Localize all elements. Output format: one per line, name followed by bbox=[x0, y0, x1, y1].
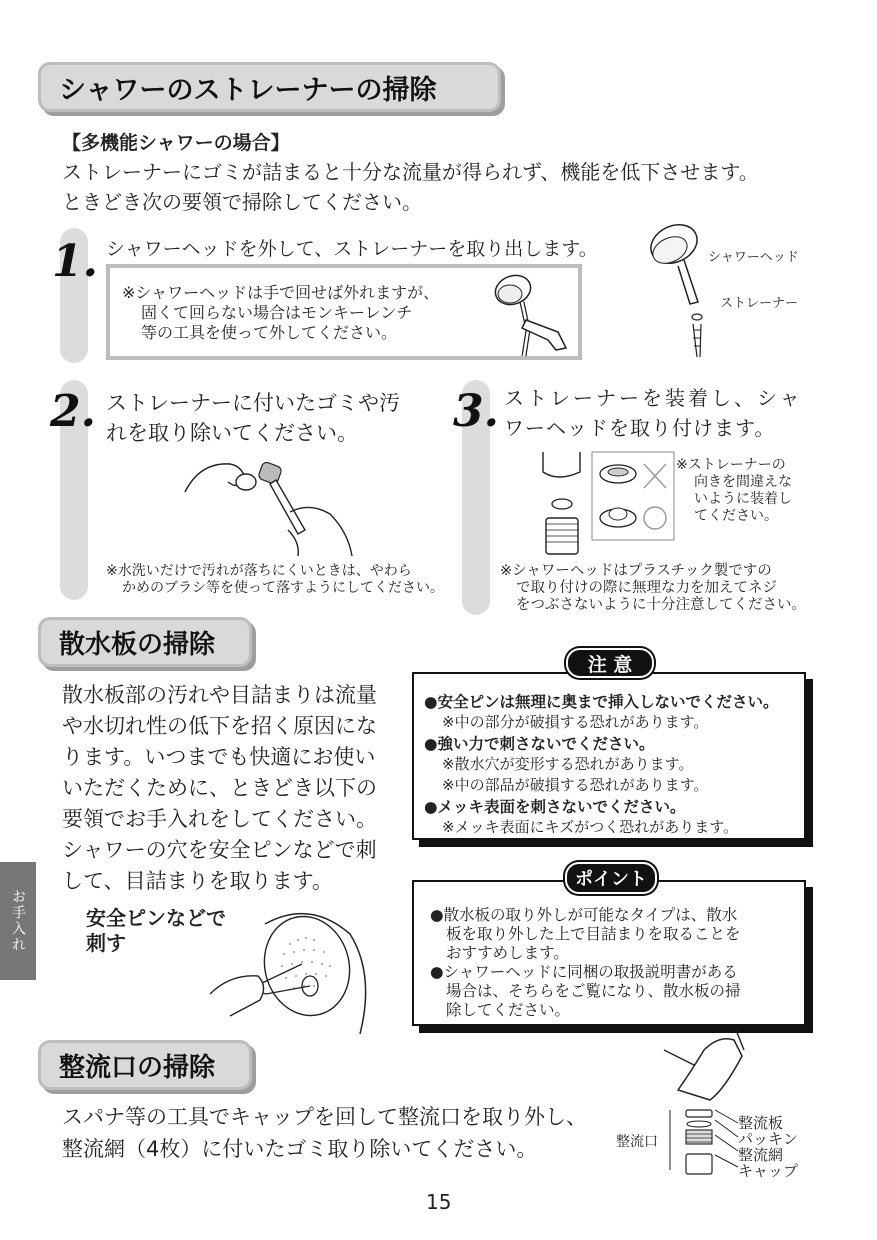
wrench-illustration bbox=[488, 270, 583, 358]
step1-text: シャワーヘッドを外して、ストレーナーを取り出します。 bbox=[106, 238, 598, 260]
orient-note-line-4: てください。 bbox=[694, 508, 778, 524]
step2-note-line-2: かめのブラシ等を使って落すようにしてください。 bbox=[122, 580, 444, 596]
part-label-2: パッキン bbox=[738, 1130, 798, 1148]
sprinkler-body-1: 散水板部の汚れや目詰まりは流量 bbox=[62, 683, 377, 707]
sprinkler-body-4: いただくために、ときどき以下の bbox=[62, 776, 377, 800]
outlet-body-1: スパナ等の工具でキャップを回して整流口を取り外し、 bbox=[62, 1105, 587, 1129]
point-item-2-line-1: ●シャワーヘッドに同梱の取扱説明書がある bbox=[430, 963, 738, 981]
step2-text-line-1: ストレーナーに付いたゴミや汚 bbox=[106, 391, 400, 415]
step3-text-line-2: ワーヘッドを取り付けます。 bbox=[504, 416, 776, 440]
point-item-2-line-2: 場合は、そちらをご覧になり、散水板の掃 bbox=[446, 982, 741, 1000]
intro-line-1: ストレーナーにゴミが詰まると十分な流量が得られず、機能を低下させます。 bbox=[62, 160, 759, 184]
point-item-1-line-1: ●散水板の取り外しが可能なタイプは、散水 bbox=[430, 906, 738, 924]
sprinkler-body-7: して、目詰まりを取ります。 bbox=[62, 869, 333, 893]
outlet-label-main: 整流口 bbox=[616, 1134, 658, 1150]
section-title-outlet: 整流口の掃除 bbox=[38, 1040, 252, 1090]
point-item-2-line-3: 除してください。 bbox=[446, 1001, 571, 1019]
caution-item-2-sub-1: ※散水穴が変形する恐れがあります。 bbox=[442, 755, 694, 773]
brush-cleaning-illustration bbox=[180, 452, 360, 557]
sprinkler-body-6: シャワーの穴を安全ピンなどで刺 bbox=[62, 838, 377, 862]
sprinkler-body-3: ります。いつまでも快適にお使い bbox=[62, 745, 376, 769]
safety-pin-label-1: 安全ピンなどで bbox=[86, 906, 226, 930]
strainer-orientation-illustration bbox=[538, 452, 678, 557]
part-label-3: 整流網 bbox=[738, 1146, 784, 1164]
orient-note-line-1: ※ストレーナーの bbox=[676, 457, 786, 473]
point-item-1-line-3: おすすめします。 bbox=[446, 944, 569, 962]
outlet-leader-lines bbox=[660, 1105, 740, 1175]
label-strainer: ストレーナー bbox=[720, 296, 799, 311]
step1-number: 1. bbox=[52, 236, 98, 287]
step3-note-line-1: ※シャワーヘッドはプラスチック製ですの bbox=[500, 563, 772, 579]
step3-note-line-2: で取り付けの際に無理な力を加えてネジ bbox=[516, 580, 777, 596]
caution-item-3-sub-1: ※メッキ表面にキズがつく恐れがあります。 bbox=[442, 818, 739, 836]
step2-text-line-2: れを取り除いてください。 bbox=[106, 421, 358, 445]
side-tab-maintenance[interactable]: お手入れ bbox=[0, 862, 36, 980]
step2-note-line-1: ※水洗いだけで汚れが落ちにくいときは、やわら bbox=[106, 563, 412, 579]
caution-item-1-sub-1: ※中の部分が破損する恐れがあります。 bbox=[442, 713, 709, 731]
point-item-1-line-2: 板を取り外した上で目詰まりを取ることを bbox=[446, 925, 741, 943]
orient-note-line-2: 向きを間違えな bbox=[694, 474, 792, 490]
caution-item-2-sub-2: ※中の部品が破損する恐れがあります。 bbox=[442, 776, 709, 794]
step3-note-line-3: をつぶさないように十分注意してください。 bbox=[516, 597, 806, 613]
sprinkler-body-2: や水切れ性の低下を招く原因にな bbox=[62, 714, 377, 738]
step1-note-line-2: 固くて回らない場合はモンキーレンチ bbox=[141, 303, 413, 322]
step1-note-line-3: 等の工具を使って外してください。 bbox=[141, 323, 398, 342]
safety-pin-label-2: 刺す bbox=[86, 931, 126, 955]
caution-item-2-head: ●強い力で刺さないでください。 bbox=[424, 735, 655, 753]
orient-note-line-3: いように装着し bbox=[694, 491, 792, 507]
section-title-strainer: シャワーのストレーナーの掃除 bbox=[38, 62, 501, 112]
label-shower-head: シャワーヘッド bbox=[708, 250, 799, 265]
caution-item-1-head: ●安全ピンは無理に奥まで挿入しないでください。 bbox=[424, 693, 779, 711]
part-label-1: 整流板 bbox=[738, 1114, 784, 1132]
caution-item-3-head: ●メッキ表面を刺さないでください。 bbox=[424, 798, 686, 816]
step3-text-line-1: ストレーナーを装着し、シャ bbox=[504, 386, 803, 410]
page-number: 15 bbox=[426, 1190, 452, 1214]
sprinkler-body-5: 要領でお手入れをしてください。 bbox=[62, 807, 377, 831]
shower-head-diagram bbox=[640, 222, 720, 362]
outlet-body-2: 整流網（4枚）に付いたゴミ取り除いてください。 bbox=[62, 1137, 538, 1161]
safety-pin-illustration bbox=[210, 904, 385, 1034]
point-title: ポイント bbox=[565, 862, 657, 894]
step2-number: 2. bbox=[50, 386, 96, 437]
intro-line-2: ときどき次の要領で掃除してください。 bbox=[62, 190, 422, 214]
section-title-sprinkler: 散水板の掃除 bbox=[38, 617, 252, 667]
caution-title: 注 意 bbox=[566, 648, 654, 678]
step1-note-line-1: ※シャワーヘッドは手で回せば外れますが、 bbox=[122, 283, 440, 302]
step3-number: 3. bbox=[453, 386, 499, 437]
subtitle-multi-shower: 【多機能シャワーの場合】 bbox=[62, 132, 290, 154]
part-label-4: キャップ bbox=[738, 1162, 799, 1180]
